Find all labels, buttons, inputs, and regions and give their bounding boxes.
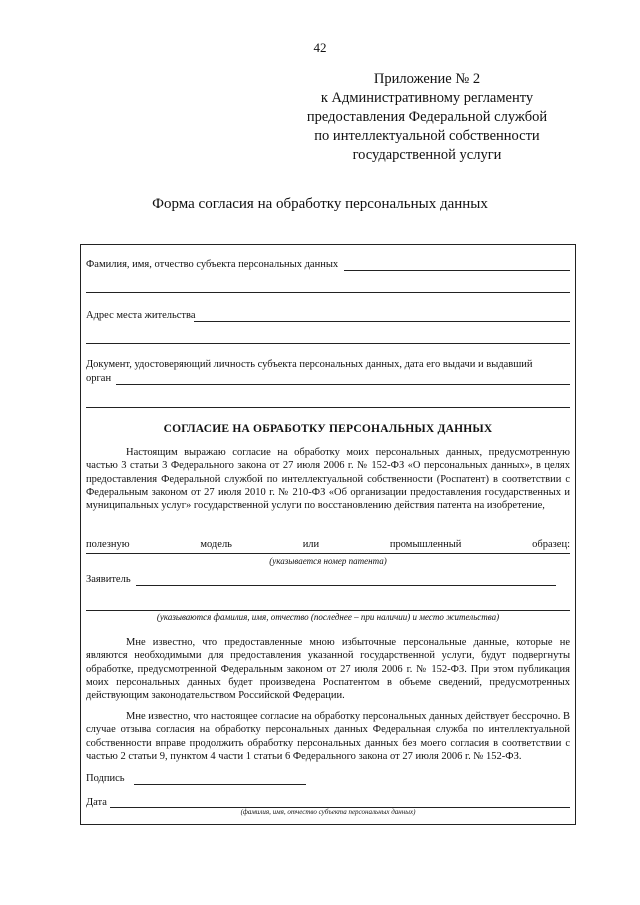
consent-paragraph-2: Мне известно, что предоставленные мною избыточные персональные данные, которые не являются необходимыми для предоставления указанной государственной услуги, будут подвергнуты обработке, предусмотренной Федеральным законом от 27 июля 2006 г. № 152-ФЗ. При этом публикация моих персональных данных будет произведена Роспатентом в объеме сведений, предусмотренных действующим законодательством Российской Федерации. bbox=[86, 637, 570, 702]
applicant-field-line2[interactable] bbox=[86, 610, 570, 611]
appendix-line: предоставления Федеральной службой bbox=[306, 109, 548, 125]
document-label: Документ, удостоверяющий личность субъекта персональных данных, дата его выдачи и выдавший bbox=[86, 359, 533, 370]
patent-word: модель bbox=[200, 539, 232, 550]
page-number: 42 bbox=[313, 40, 327, 55]
appendix-line: по интеллектуальной собственности bbox=[314, 128, 540, 144]
appendix-line: государственной услуги bbox=[352, 147, 502, 163]
document-label-2: орган bbox=[86, 373, 112, 384]
patent-number-note: (указывается номер патента) bbox=[269, 556, 387, 566]
patent-word: или bbox=[302, 539, 320, 550]
patent-type-line bbox=[86, 539, 570, 550]
patent-word: полезную bbox=[86, 539, 130, 550]
signature-label: Подпись bbox=[86, 773, 125, 784]
address-field-line2[interactable] bbox=[86, 343, 570, 344]
appendix-header bbox=[292, 70, 562, 165]
patent-word: промышленный bbox=[389, 539, 462, 550]
fio-field-line2[interactable] bbox=[86, 292, 570, 293]
patent-word: образец: bbox=[532, 539, 570, 550]
document-field-line2[interactable] bbox=[86, 407, 570, 408]
consent-paragraph-1: Настоящим выражаю согласие на обработку моих персональных данных, предусмотренную частью 3 статьи 3 Федерального закона от 27 июля 2006 г. № 152-ФЗ «О персональных данных», в целях предоставления Федеральной службой по интеллектуальной собственности (Роспатент) в соответствии с Федеральным законом от 27 июля 2010 г. № 210-ФЗ «Об организации предоставления государственных и муниципальных услуг» государственной услуги по восстановлению действия патента на изобретение, bbox=[86, 447, 570, 512]
fio-label: Фамилия, имя, отчество субъекта персональных данных bbox=[86, 259, 339, 270]
fio-field[interactable] bbox=[344, 270, 570, 271]
date-label: Дата bbox=[86, 797, 107, 808]
consent-paragraph-3: Мне известно, что настоящее согласие на обработку персональных данных действует бессрочно. В случае отзыва согласия на обработку персональных данных Федеральная служба по интеллектуальной собственности вправе продолжить обработку персональных данных без моего согласия в соответствии с частью 2 статьи 9, пунктом 4 части 1 статьи 6 Федерального закона от 27 июля 2006 г. № 152-ФЗ. bbox=[86, 711, 570, 762]
consent-heading: СОГЛАСИЕ НА ОБРАБОТКУ ПЕРСОНАЛЬНЫХ ДАННЫХ bbox=[163, 423, 493, 435]
appendix-line: Приложение № 2 bbox=[373, 71, 481, 87]
applicant-note: (указываются фамилия, имя, отчество (последнее – при наличии) и место жительства) bbox=[156, 612, 500, 622]
applicant-label: Заявитель bbox=[86, 574, 131, 585]
patent-number-field[interactable] bbox=[86, 553, 570, 554]
signature-field[interactable] bbox=[134, 784, 306, 785]
address-field[interactable] bbox=[194, 321, 570, 322]
form-title: Форма согласия на обработку персональных данных bbox=[152, 196, 488, 212]
address-label: Адрес места жительства bbox=[86, 310, 196, 321]
document-field[interactable] bbox=[116, 384, 570, 385]
appendix-line: к Административному регламенту bbox=[320, 90, 534, 106]
applicant-field[interactable] bbox=[136, 585, 556, 586]
date-note: (фамилия, имя, отчество субъекта персональных данных) bbox=[240, 808, 416, 816]
